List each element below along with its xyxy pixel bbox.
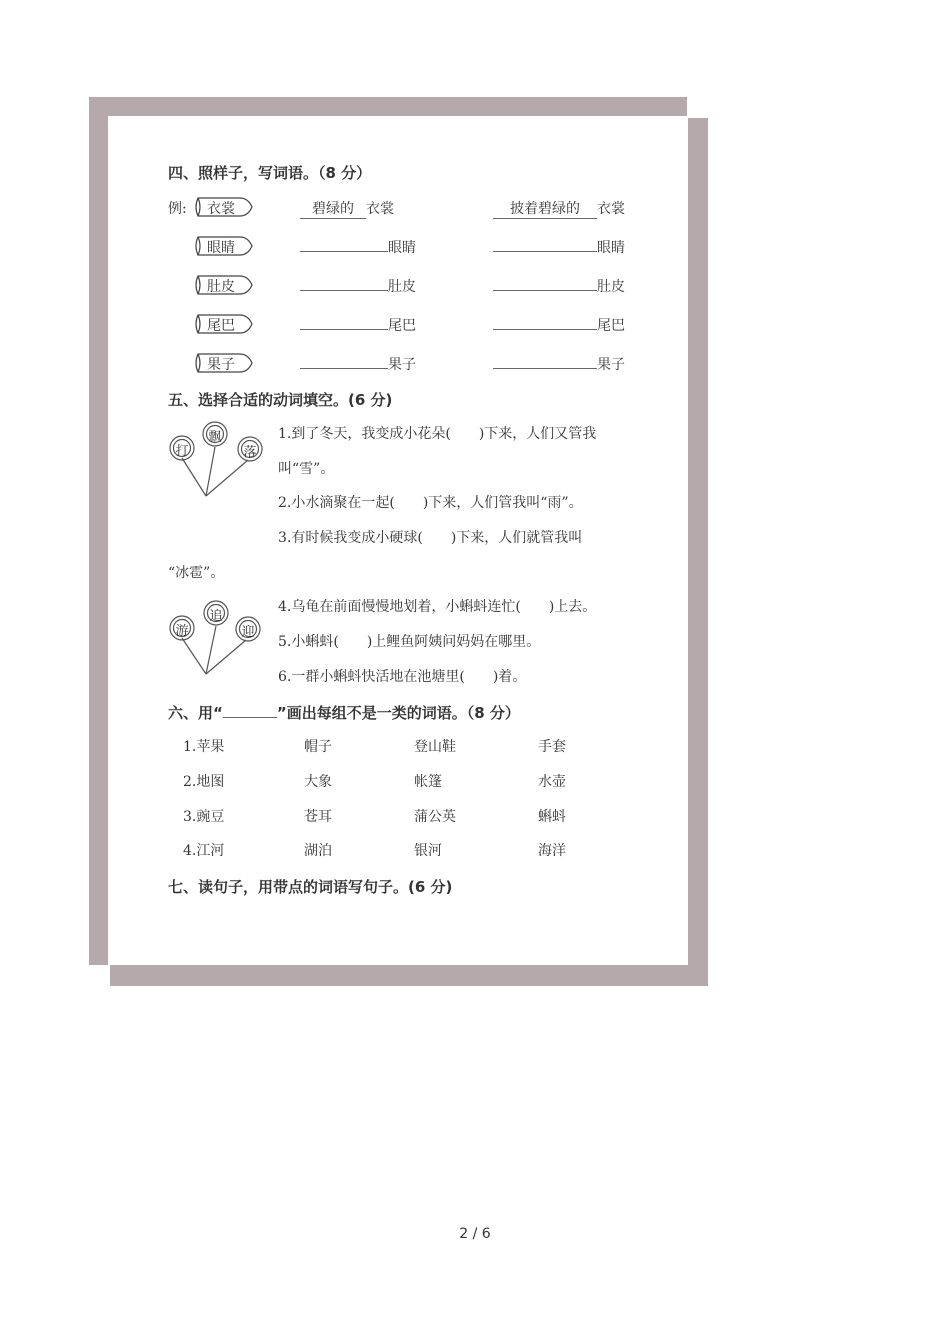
- answer-row-1a-word: 眼睛: [388, 240, 416, 256]
- answer-row-2b[interactable]: [493, 276, 625, 296]
- section6-title: [168, 702, 520, 723]
- answer-row-3a-word: 尾巴: [388, 318, 416, 334]
- word-2-4[interactable]: 水壶: [538, 774, 566, 790]
- answer-row-3a[interactable]: [300, 315, 416, 335]
- underline-sample: [223, 717, 277, 718]
- cloud-row-3: [190, 312, 254, 336]
- worksheet-page: [108, 116, 688, 965]
- flower1-word-2: 飘: [208, 430, 222, 445]
- page-number: 2 / 6: [459, 1226, 491, 1242]
- word-1-2[interactable]: 帽子: [304, 739, 332, 755]
- word-4-4[interactable]: 海洋: [538, 843, 566, 859]
- cloud-example: [190, 195, 254, 219]
- cloud-example-label: 衣裳: [207, 201, 235, 217]
- word-3-3[interactable]: 蒲公英: [414, 809, 456, 825]
- answer-row-4a-word: 果子: [388, 357, 416, 373]
- section7-title: 七、读句子，用带点的词语写句子。(6 分): [168, 878, 453, 896]
- answer-row-4b[interactable]: [493, 354, 625, 374]
- answer-row-3b-word: 尾巴: [597, 318, 625, 334]
- word-2-3[interactable]: 帐篷: [414, 774, 442, 790]
- flower1-word-1: 打: [175, 444, 189, 459]
- example-answer1-word: 衣裳: [366, 201, 394, 217]
- cloud-row-1-label: 眼睛: [207, 240, 235, 256]
- cloud-row-4-label: 果子: [207, 357, 235, 373]
- cloud-row-4: [190, 351, 254, 375]
- flower-group-1: [166, 420, 270, 500]
- question-5: 5.小蝌蚪( )上鲤鱼阿姨问妈妈在哪里。: [278, 634, 541, 650]
- word-3-1[interactable]: 3.豌豆: [183, 809, 225, 825]
- cloud-row-2: [190, 273, 254, 297]
- answer-row-4a[interactable]: [300, 354, 416, 374]
- flower-group-2: [166, 596, 270, 676]
- question-1b: 叫“雪”。: [278, 461, 335, 477]
- example-answer2-text: 披着碧绿的: [493, 198, 597, 219]
- answer-row-1b-word: 眼睛: [597, 240, 625, 256]
- word-1-3[interactable]: 登山鞋: [414, 739, 456, 755]
- word-4-2[interactable]: 湖泊: [304, 843, 332, 859]
- answer-row-3b[interactable]: [493, 315, 625, 335]
- answer-row-2b-word: 肚皮: [597, 279, 625, 295]
- answer-row-2a[interactable]: [300, 276, 416, 296]
- flower1-word-3: 落: [243, 445, 257, 460]
- section6-title-pre: 六、用“: [168, 704, 223, 722]
- question-3a: 3.有时候我变成小硬球( )下来，人们就管我叫: [278, 530, 583, 546]
- example-answer2: [493, 198, 625, 219]
- word-2-2[interactable]: 大象: [304, 774, 332, 790]
- answer-row-1a[interactable]: [300, 237, 416, 257]
- cloud-row-2-label: 肚皮: [207, 279, 235, 295]
- word-2-1[interactable]: 2.地图: [183, 774, 225, 790]
- answer-row-2a-word: 肚皮: [388, 279, 416, 295]
- flower2-word-2: 追: [209, 609, 223, 624]
- word-3-4[interactable]: 蝌蚪: [538, 809, 566, 825]
- question-4: 4.乌龟在前面慢慢地划着，小蝌蚪连忙( )上去。: [278, 599, 597, 615]
- example-answer2-word: 衣裳: [597, 201, 625, 217]
- question-6: 6.一群小蝌蚪快活地在池塘里( )着。: [278, 669, 527, 685]
- word-1-1[interactable]: 1.苹果: [183, 739, 225, 755]
- example-answer1-text: 碧绿的: [300, 198, 366, 219]
- question-2: 2.小水滴聚在一起( )下来，人们管我叫“雨”。: [278, 495, 583, 511]
- answer-row-1b[interactable]: [493, 237, 625, 257]
- example-prefix: 例:: [168, 201, 187, 217]
- section4-title: 四、照样子，写词语。（8 分）: [168, 164, 372, 182]
- question-1a: 1.到了冬天，我变成小花朵( )下来，人们又管我: [278, 426, 597, 442]
- word-3-2[interactable]: 苍耳: [304, 809, 332, 825]
- cloud-row-1: [190, 234, 254, 258]
- flower2-word-3: 迎: [241, 625, 255, 640]
- word-4-1[interactable]: 4.江河: [183, 843, 225, 859]
- section5-title: 五、选择合适的动词填空。(6 分): [168, 391, 393, 409]
- question-3b: “冰雹”。: [168, 565, 225, 581]
- section6-title-post: ”画出每组不是一类的词语。（8 分）: [276, 704, 520, 722]
- word-1-4[interactable]: 手套: [538, 739, 566, 755]
- answer-row-4b-word: 果子: [597, 357, 625, 373]
- flower2-word-1: 游: [175, 624, 189, 639]
- cloud-row-3-label: 尾巴: [207, 318, 235, 334]
- word-4-3[interactable]: 银河: [414, 843, 442, 859]
- example-answer1: [300, 198, 394, 219]
